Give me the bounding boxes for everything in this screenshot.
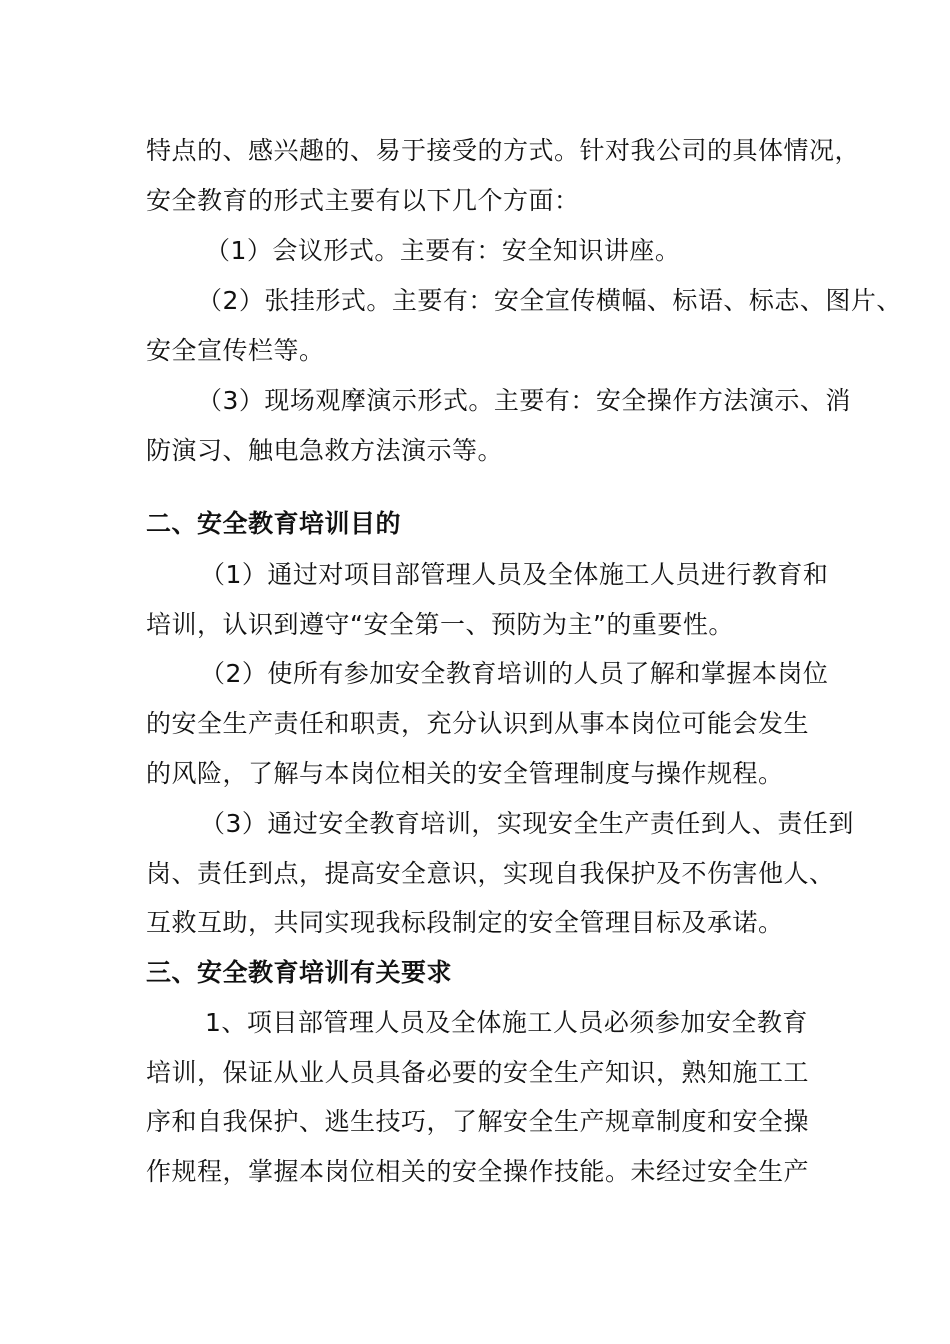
text-line: 岗、责任到点，提高安全意识，实现自我保护及不伤害他人、 xyxy=(146,859,835,888)
text-line: 培训，保证从业人员具备必要的安全生产知识，熟知施工工 xyxy=(146,1058,810,1087)
text-line: 防演习、触电急救方法演示等。 xyxy=(146,436,504,465)
text-line: （2）使所有参加安全教育培训的人员了解和掌握本岗位 xyxy=(200,659,829,688)
text-line: 的风险，了解与本岗位相关的安全管理制度与操作规程。 xyxy=(146,759,784,788)
text-line: 安全教育的形式主要有以下几个方面： xyxy=(146,186,580,215)
text-line: 作规程，掌握本岗位相关的安全操作技能。未经过安全生产 xyxy=(146,1157,810,1186)
text-line: （1）会议形式。主要有：安全知识讲座。 xyxy=(205,236,681,265)
text-line: 的安全生产责任和职责，充分认识到从事本岗位可能会发生 xyxy=(146,709,810,738)
text-line: 培训，认识到遵守“安全第一、预防为主”的重要性。 xyxy=(146,610,734,639)
text-line: 序和自我保护、逃生技巧，了解安全生产规章制度和安全操 xyxy=(146,1107,810,1136)
text-line: 安全宣传栏等。 xyxy=(146,336,325,365)
text-line: （2）张挂形式。主要有：安全宣传横幅、标语、标志、图片、 xyxy=(197,286,902,315)
text-line: （1）通过对项目部管理人员及全体施工人员进行教育和 xyxy=(200,560,829,589)
text-line: 特点的、感兴趣的、易于接受的方式。针对我公司的具体情况， xyxy=(146,136,861,165)
section-heading: 二、安全教育培训目的 xyxy=(146,509,402,538)
text-line: （3）现场观摩演示形式。主要有：安全操作方法演示、消 xyxy=(197,386,851,415)
text-line: （3）通过安全教育培训，实现安全生产责任到人、责任到 xyxy=(200,809,854,838)
text-line: 1、项目部管理人员及全体施工人员必须参加安全教育 xyxy=(205,1008,808,1037)
text-line: 互救互助，共同实现我标段制定的安全管理目标及承诺。 xyxy=(146,908,784,937)
section-heading: 三、安全教育培训有关要求 xyxy=(146,958,453,987)
